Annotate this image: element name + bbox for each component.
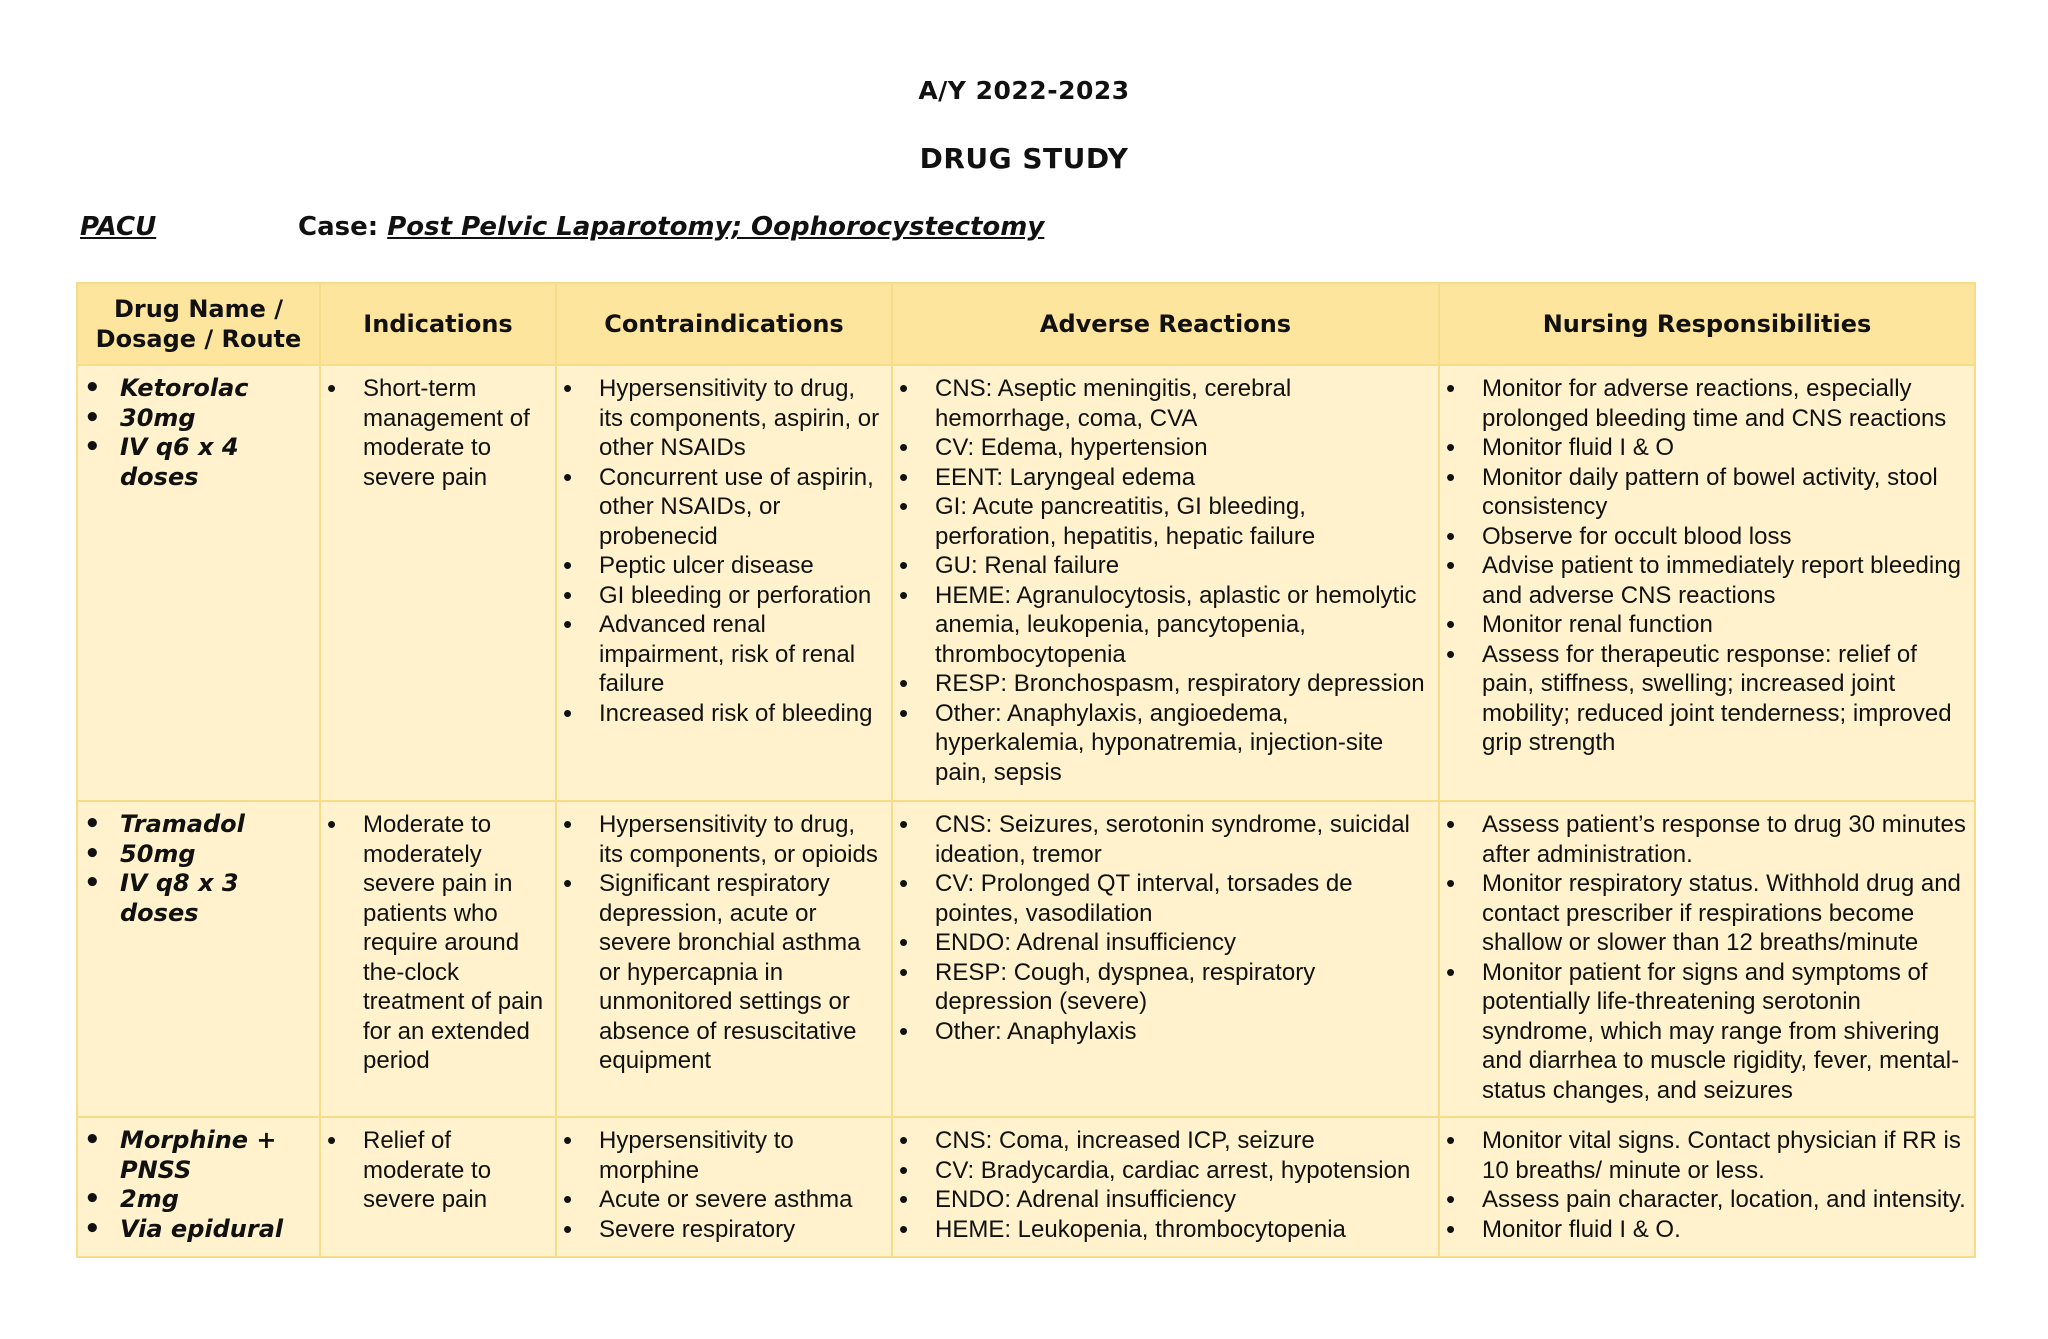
list-item: • HEME: Leukopenia, thrombocytopenia: [897, 1215, 1432, 1245]
list-item: • Monitor respiratory status. Withhold drug and contact prescriber if respirations become shallow or slower than 12 breaths/minute: [1444, 869, 1968, 958]
list-item: • Morphine + PNSS: [82, 1126, 313, 1185]
list-item: • CNS: Aseptic meningitis, cerebral hemorrhage, coma, CVA: [897, 374, 1432, 433]
list-item: • GI: Acute pancreatitis, GI bleeding, perforation, hepatitis, hepatic failure: [897, 492, 1432, 551]
list-item: • Acute or severe asthma: [561, 1185, 885, 1215]
table-row: [77, 801, 1975, 1117]
contraindications-cell: [556, 365, 892, 801]
list-item: • RESP: Bronchospasm, respiratory depression: [897, 669, 1432, 699]
bullet-list: [82, 1126, 313, 1244]
bullet-list: [561, 810, 885, 1076]
list-item: • CNS: Seizures, serotonin syndrome, suicidal ideation, tremor: [897, 810, 1432, 869]
list-item: • Other: Anaphylaxis, angioedema, hyperkalemia, hyponatremia, injection-site pain, sepsis: [897, 699, 1432, 788]
list-item: • CV: Bradycardia, cardiac arrest, hypotension: [897, 1156, 1432, 1186]
list-item: • Tramadol: [82, 810, 313, 840]
indications-cell: [320, 801, 556, 1117]
list-item: • Increased risk of bleeding: [561, 699, 885, 729]
table-row: [77, 1117, 1975, 1257]
bullet-list: [1444, 1126, 1968, 1244]
bullet-list: [325, 810, 549, 1076]
nursing-cell: [1439, 801, 1975, 1117]
list-item: • Other: Anaphylaxis: [897, 1017, 1432, 1047]
list-item: • ENDO: Adrenal insufficiency: [897, 928, 1432, 958]
bullet-list: [325, 374, 549, 492]
list-item: • Moderate to moderately severe pain in patients who require around the-clock treatment of pain for an extended period: [325, 810, 549, 1076]
table-row: [77, 365, 1975, 801]
indications-cell: [320, 1117, 556, 1257]
page-title: DRUG STUDY: [919, 142, 1129, 175]
case-value: Post Pelvic Laparotomy; Oophorocystectomy: [387, 212, 1045, 242]
bullet-list: [82, 374, 313, 492]
list-item: • 30mg: [82, 404, 313, 434]
list-item: • 50mg: [82, 840, 313, 870]
list-item: • Concurrent use of aspirin, other NSAIDs, or probenecid: [561, 463, 885, 552]
case-meta: [80, 212, 1045, 242]
bullet-list: [561, 1126, 885, 1244]
academic-year: A/Y 2022-2023: [918, 76, 1130, 105]
list-item: • Relief of moderate to severe pain: [325, 1126, 549, 1215]
contraindications-cell: [556, 1117, 892, 1257]
list-item: • IV q8 x 3 doses: [82, 869, 313, 928]
contraindications-cell: [556, 801, 892, 1117]
list-item: • CNS: Coma, increased ICP, seizure: [897, 1126, 1432, 1156]
list-item: • Ketorolac: [82, 374, 313, 404]
list-item: • Assess for therapeutic response: relief of pain, stiffness, swelling; increased joint mobility; reduced joint tenderness; improved grip strength: [1444, 640, 1968, 758]
case-label: Case:: [298, 212, 379, 242]
table-body: [77, 365, 1975, 1257]
list-item: • Assess patient’s response to drug 30 minutes after administration.: [1444, 810, 1968, 869]
list-item: • 2mg: [82, 1185, 313, 1215]
adverse-reactions-cell: [892, 1117, 1439, 1257]
bullet-list: [897, 1126, 1432, 1244]
case-info: [298, 212, 1044, 242]
list-item: • Severe respiratory: [561, 1215, 885, 1245]
table-header-row: [77, 283, 1975, 365]
list-item: • Monitor patient for signs and symptoms of potentially life-threatening serotonin syndrome, which may range from shivering and diarrhea to muscle rigidity, fever, mental-status changes, and seizures: [1444, 958, 1968, 1106]
list-item: • GU: Renal failure: [897, 551, 1432, 581]
list-item: • Monitor for adverse reactions, especially prolonged bleeding time and CNS reactions: [1444, 374, 1968, 433]
list-item: • Monitor fluid I & O: [1444, 433, 1968, 463]
list-item: • RESP: Cough, dyspnea, respiratory depression (severe): [897, 958, 1432, 1017]
bullet-list: [82, 810, 313, 928]
column-header: Contraindications: [556, 283, 892, 365]
list-item: • EENT: Laryngeal edema: [897, 463, 1432, 493]
list-item: • Advise patient to immediately report bleeding and adverse CNS reactions: [1444, 551, 1968, 610]
column-header: Indications: [320, 283, 556, 365]
list-item: • GI bleeding or perforation: [561, 581, 885, 611]
adverse-reactions-cell: [892, 801, 1439, 1117]
unit-label: PACU: [80, 212, 157, 242]
list-item: • HEME: Agranulocytosis, aplastic or hemolytic anemia, leukopenia, pancytopenia, thrombocytopenia: [897, 581, 1432, 670]
bullet-list: [1444, 374, 1968, 758]
list-item: • CV: Edema, hypertension: [897, 433, 1432, 463]
list-item: • Peptic ulcer disease: [561, 551, 885, 581]
list-item: • Significant respiratory depression, acute or severe bronchial asthma or hypercapnia in unmonitored settings or absence of resuscitative equipment: [561, 869, 885, 1076]
drug-cell: [77, 365, 320, 801]
indications-cell: [320, 365, 556, 801]
list-item: • Hypersensitivity to drug, its components, or opioids: [561, 810, 885, 869]
list-item: • Hypersensitivity to morphine: [561, 1126, 885, 1185]
list-item: • Assess pain character, location, and intensity.: [1444, 1185, 1968, 1215]
list-item: • Hypersensitivity to drug, its components, aspirin, or other NSAIDs: [561, 374, 885, 463]
list-item: • Advanced renal impairment, risk of renal failure: [561, 610, 885, 699]
list-item: • Monitor vital signs. Contact physician if RR is 10 breaths/ minute or less.: [1444, 1126, 1968, 1185]
list-item: • Monitor fluid I & O.: [1444, 1215, 1968, 1245]
list-item: • Monitor daily pattern of bowel activity, stool consistency: [1444, 463, 1968, 522]
bullet-list: [561, 374, 885, 728]
nursing-cell: [1439, 1117, 1975, 1257]
adverse-reactions-cell: [892, 365, 1439, 801]
drug-cell: [77, 801, 320, 1117]
column-header: Nursing Responsibilities: [1439, 283, 1975, 365]
bullet-list: [897, 374, 1432, 787]
bullet-list: [1444, 810, 1968, 1105]
column-header: Drug Name / Dosage / Route: [77, 283, 320, 365]
bullet-list: [897, 810, 1432, 1046]
nursing-cell: [1439, 365, 1975, 801]
list-item: • CV: Prolonged QT interval, torsades de pointes, vasodilation: [897, 869, 1432, 928]
list-item: • Monitor renal function: [1444, 610, 1968, 640]
list-item: • Short-term management of moderate to severe pain: [325, 374, 549, 492]
bullet-list: [325, 1126, 549, 1215]
list-item: • ENDO: Adrenal insufficiency: [897, 1185, 1432, 1215]
drug-cell: [77, 1117, 320, 1257]
list-item: • IV q6 x 4 doses: [82, 433, 313, 492]
column-header: Adverse Reactions: [892, 283, 1439, 365]
list-item: • Via epidural: [82, 1215, 313, 1245]
drug-study-table: [76, 282, 1976, 1258]
list-item: • Observe for occult blood loss: [1444, 522, 1968, 552]
